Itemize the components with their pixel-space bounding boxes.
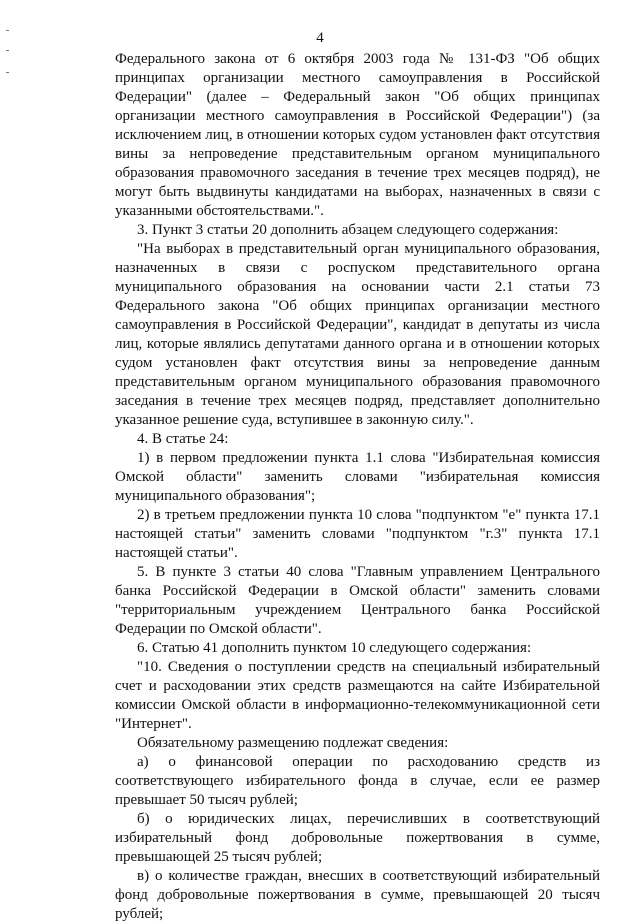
paragraph: 6. Статью 41 дополнить пунктом 10 следующего содержания:	[137, 640, 532, 656]
document-body	[115, 50, 600, 924]
paragraph: 5. В пункте 3 статьи 40 слова "Главным управлением Центрального банка Российской Федерации в Омской области" заменить словами "территориальным учреждением Центрального банка Российской Федерации по Омской области".	[115, 564, 600, 637]
page-number: 4	[316, 30, 324, 46]
paragraph: 3. Пункт 3 статьи 20 дополнить абзацем следующего содержания:	[137, 222, 559, 238]
paragraph: 1) в первом предложении пункта 1.1 слова "Избирательная комиссия Омской области" заменить словами "избирательная комиссия муниципального образования";	[115, 450, 600, 504]
list-item: а) о финансовой операции по расходованию средств из соответствующего избирательного фонда в случае, если ее размер превышает 50 тысяч рублей;	[115, 754, 600, 808]
margin-mark	[6, 72, 9, 73]
paragraph: Федерального закона от 6 октября 2003 года № 131-ФЗ "Об общих принципах организации местного самоуправления в Российской Федерации" (далее – Федеральный закон "Об общих принципах организации местного самоуправления в Российской Федерации") (за исключением лиц, в отношении которых судом установлен факт отсутствия вины за непроведение представительным органом муниципального образования правомочного заседания в течение трех месяцев подряд), не могут быть выдвинуты кандидатами на выборах, назначенных в связи с указанными обстоятельствами.".	[115, 51, 600, 219]
paragraph: Обязательному размещению подлежат сведения:	[137, 735, 449, 751]
margin-mark	[6, 50, 9, 51]
paragraph: 4. В статье 24:	[137, 431, 229, 447]
paragraph: 2) в третьем предложении пункта 10 слова "подпунктом "е" пункта 17.1 настоящей статьи" заменить словами "подпунктом "г.3" пункта 17.1 настоящей статьи".	[115, 507, 600, 561]
list-item: б) о юридических лицах, перечисливших в соответствующий избирательный фонд добровольные пожертвования в сумме, превышающей 25 тысяч рублей;	[115, 811, 600, 865]
paragraph: "На выборах в представительный орган муниципального образования, назначенных в связи с роспуском представительного органа муниципального образования на основании части 2.1 статьи 73 Федерального закона "Об общих принципах организации местного самоуправления в Российской Федерации", кандидат в депутаты из числа лиц, которые являлись депутатами данного органа и в отношении которых судом установлен факт отсутствия вины за непроведение данным представительным органом муниципального образования правомочного заседания в течение трех месяцев подряд, представляет дополнительно указанное решение суда, вступившее в законную силу.".	[115, 241, 600, 428]
paragraph: "10. Сведения о поступлении средств на специальный избирательный счет и расходовании этих средств размещаются на сайте Избирательной комиссии Омской области в информационно-телекоммуникационной сети "Интернет".	[115, 659, 600, 732]
list-item: в) о количестве граждан, внесших в соответствующий избирательный фонд добровольные пожертвования в сумме, превышающей 20 тысяч рублей;	[115, 868, 600, 922]
